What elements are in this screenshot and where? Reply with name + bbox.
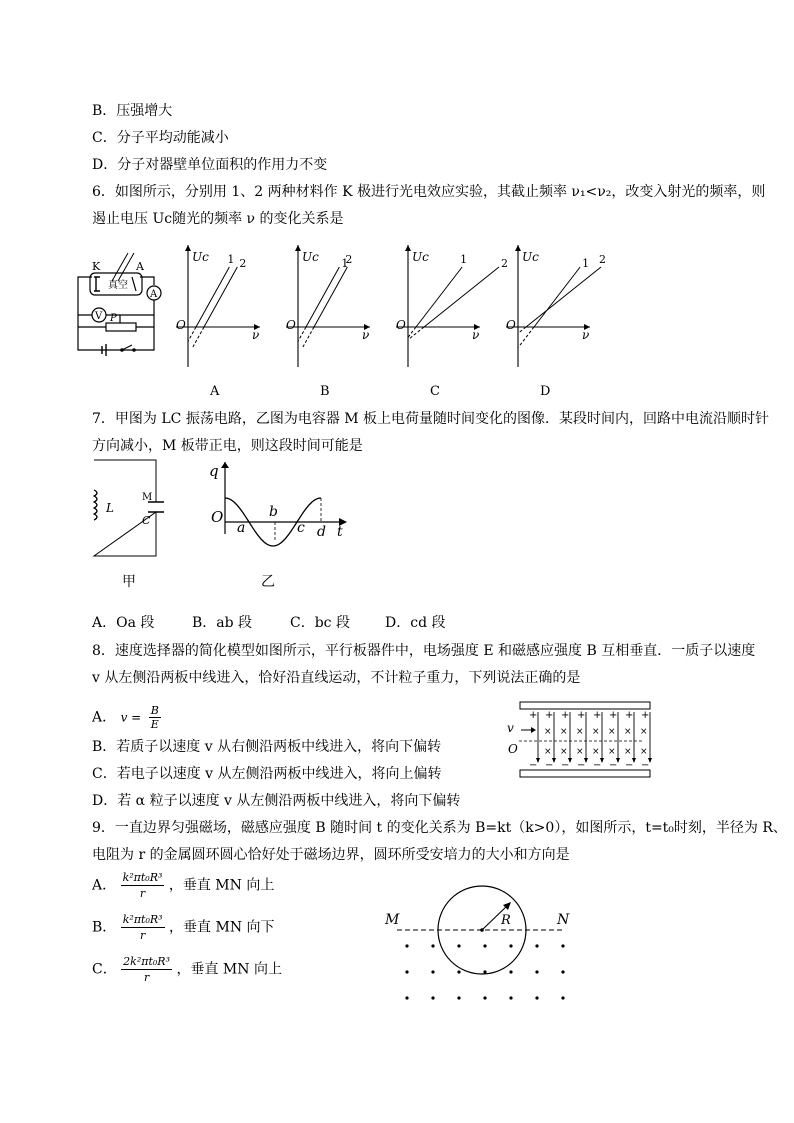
q9-option-c (92, 954, 282, 985)
minus-sign: − (577, 760, 586, 771)
plus-sign: + (561, 710, 570, 721)
field-dot (535, 944, 538, 947)
cross-mark: × (592, 747, 600, 757)
q6-line (526, 267, 601, 327)
q8-origin-o: O (508, 742, 518, 756)
cross-mark: × (576, 727, 584, 737)
q7-caption-yi: 乙 (261, 574, 275, 590)
q7-label-m: M (142, 492, 153, 503)
q9-option-b-fraction (121, 912, 165, 943)
q6-ammeter-label: A (150, 289, 158, 300)
q8-fraction-den: E (150, 718, 159, 731)
q6-graph-label: B (320, 384, 330, 399)
q7-label-l: L (106, 501, 114, 515)
field-dot (509, 970, 512, 973)
minus-sign: − (593, 760, 602, 771)
field-dot (457, 970, 460, 973)
q6-graph-d (506, 245, 606, 399)
q9-label-r: R (501, 913, 511, 928)
field-dot (561, 944, 564, 947)
q6-line (314, 267, 347, 327)
minus-sign: − (625, 760, 634, 771)
q7-point-a: a (237, 520, 246, 536)
q7-option-c: C．bc 段 (290, 615, 350, 631)
q6-graph-label: A (210, 384, 220, 399)
q7-stem-line1: 7．甲图为 LC 振荡电路，乙图为电容器 M 板上电荷量随时间变化的图像．某段时间内，回路中电流沿顺时针 (92, 411, 770, 427)
q6-line-label: 1 (582, 257, 590, 270)
q9-option-c-fraction (121, 954, 172, 985)
q6-line-label: 1 (341, 257, 349, 270)
q6-voltmeter-label: V (95, 311, 103, 322)
q8-option-c: C．若电子以速度 v 从左侧沿两板中线进入，将向上偏转 (92, 766, 442, 782)
plus-sign: + (529, 710, 538, 721)
q6-stem-line2: 遏止电压 Uc随光的频率 ν 的变化关系是 (92, 211, 344, 227)
field-dot (405, 996, 408, 999)
minus-sign: − (609, 760, 618, 771)
q8-velocity-selector (505, 700, 653, 782)
q9-option-a-prefix: A． (92, 877, 117, 894)
field-dot (509, 996, 512, 999)
q9-option-c-suffix: ，垂直 MN 向上 (176, 961, 282, 978)
cross-mark: × (624, 747, 632, 757)
q6-line-label: 2 (345, 253, 353, 266)
q6-line-label: 1 (227, 253, 235, 266)
q6-line-label: 2 (599, 253, 606, 266)
cross-mark: × (544, 727, 552, 737)
cross-mark: × (544, 747, 552, 757)
q6-line-label: 1 (460, 253, 468, 266)
q6-graph-c (396, 245, 508, 399)
field-dot (561, 970, 564, 973)
minus-sign: − (529, 760, 538, 771)
field-dot (405, 970, 408, 973)
q9-stem-line1: 9．一直边界匀强磁场，磁感应强度 B 随时间 t 的变化关系为 B=kt（k>0），如图所示，t=t₀时刻，半径为 R、 (92, 820, 787, 836)
q6-origin-o: O (176, 318, 186, 332)
q7-charge-time-graph (205, 462, 355, 592)
q9-b-num: k²πt₀R³ (122, 913, 163, 926)
q6-line (534, 267, 580, 327)
q8-fraction-num: B (150, 704, 159, 717)
q7-axis-t: t (337, 524, 343, 540)
q9-c-den: r (143, 971, 150, 984)
q7-point-d: d (317, 524, 326, 540)
q6-line-label: 2 (239, 257, 247, 270)
cross-mark: × (624, 727, 632, 737)
q8-option-b: B．若质子以速度 v 从右侧沿两板中线进入，将向下偏转 (92, 739, 442, 755)
q9-option-c-prefix: C． (92, 961, 117, 978)
q6-axis-uc: Uc (192, 250, 209, 264)
field-dot (405, 944, 408, 947)
q7-point-c: c (297, 520, 305, 536)
q9-stem-line2: 电阻为 r 的金属圆环圆心恰好处于磁场边界，圆环所受安培力的大小和方向是 (92, 847, 570, 863)
q7-caption-jia: 甲 (122, 574, 136, 590)
q7-axis-q: q (209, 462, 219, 480)
q6-axis-uc: Uc (412, 250, 429, 264)
q6-vacuum-label: 真空 (108, 280, 128, 291)
q6-axis-uc: Uc (522, 250, 539, 264)
plus-sign: + (625, 710, 634, 721)
q6-label-k: K (92, 260, 101, 273)
field-dot (483, 996, 486, 999)
q9-c-num: 2k²πt₀R³ (123, 955, 170, 968)
q6-origin-o: O (506, 318, 516, 332)
cross-mark: × (576, 747, 584, 757)
q8-stem-line1: 8．速度选择器的简化模型如图所示，平行板器件中，电场强度 E 和磁感应强度 B 互相垂直．一质子以速度 (92, 643, 756, 659)
q6-graph-b (286, 245, 370, 399)
q5-option-d: D．分子对器壁单位面积的作用力不变 (92, 157, 328, 173)
q8-option-a-prefix: A． (92, 709, 117, 726)
field-dot (457, 996, 460, 999)
q6-graph-label: C (430, 384, 440, 399)
q6-line (196, 267, 229, 327)
q7-point-b: b (269, 504, 278, 520)
field-dot (535, 996, 538, 999)
q6-line (204, 267, 237, 327)
plus-sign: + (641, 710, 650, 721)
q7-lc-circuit (90, 460, 180, 590)
q6-line (424, 267, 499, 327)
q6-axis-nu: ν (582, 328, 590, 342)
q6-axis-nu: ν (252, 328, 260, 342)
plus-sign: + (577, 710, 586, 721)
minus-sign: − (545, 760, 554, 771)
q9-label-m: M (385, 912, 400, 928)
cross-mark: × (640, 747, 648, 757)
field-dot (483, 944, 486, 947)
cross-mark: × (640, 727, 648, 737)
cross-mark: × (592, 727, 600, 737)
cross-mark: × (560, 727, 568, 737)
cross-mark: × (560, 747, 568, 757)
q7-option-d: D．cd 段 (385, 615, 446, 631)
q6-axis-nu: ν (472, 328, 480, 342)
cross-mark: × (608, 727, 616, 737)
field-dot (431, 996, 434, 999)
q9-option-a-suffix: ，垂直 MN 向上 (168, 877, 275, 894)
q9-option-b (92, 912, 275, 943)
q6-stem-line1: 6．如图所示，分别用 1、2 两种材料作 K 极进行光电效应实验，其截止频率 ν₁<ν₂，改变入射光的频率，则 (92, 184, 766, 200)
q8-stem-line2: v 从左侧沿两板中线进入，恰好沿直线运动，不计粒子重力，下列说法正确的是 (92, 670, 581, 686)
q9-option-b-suffix: ，垂直 MN 向下 (169, 919, 275, 936)
minus-sign: − (561, 760, 570, 771)
q6-graph-label: D (540, 384, 551, 399)
field-dot (483, 970, 486, 973)
q8-option-d: D．若 α 粒子以速度 v 从左侧沿两板中线进入，将向下偏转 (92, 793, 461, 809)
q8-velocity-v: v (507, 721, 514, 735)
q6-label-a: A (136, 260, 144, 273)
field-dot (535, 970, 538, 973)
minus-sign: − (641, 760, 650, 771)
q8-option-a-fraction (149, 704, 161, 731)
q6-line-label: 2 (501, 257, 508, 270)
q9-label-n: N (557, 912, 570, 928)
q6-origin-o: O (396, 318, 406, 332)
q9-option-b-prefix: B． (92, 919, 117, 936)
q7-stem-line2: 方向减小，M 板带正电，则这段时间可能是 (92, 438, 363, 454)
q6-graph-options (170, 245, 610, 400)
q5-option-b: B．压强增大 (92, 103, 173, 119)
q6-origin-o: O (286, 318, 296, 332)
q8-option-a (92, 704, 161, 731)
q6-axis-nu: ν (362, 328, 370, 342)
q7-label-c: C (142, 514, 151, 527)
q6-line (416, 267, 462, 327)
field-dot (509, 944, 512, 947)
q7-origin-o: O (211, 508, 224, 526)
q6-circuit-diagram (70, 255, 160, 355)
q8-option-a-lhs: v = (120, 710, 142, 725)
q9-a-den: r (139, 887, 146, 900)
plus-sign: + (593, 710, 602, 721)
field-dot (457, 944, 460, 947)
q5-option-c: C．分子平均动能减小 (92, 130, 229, 146)
cross-mark: × (608, 747, 616, 757)
q9-option-a (92, 870, 274, 901)
field-dot (431, 944, 434, 947)
field-dot (431, 970, 434, 973)
field-dot (561, 996, 564, 999)
q9-ring-figure (385, 878, 575, 1008)
q6-axis-uc: Uc (302, 250, 319, 264)
plus-sign: + (609, 710, 618, 721)
q7-option-b: B．ab 段 (192, 615, 253, 631)
q6-line (306, 267, 339, 327)
q9-b-den: r (140, 929, 146, 942)
q7-option-a: A．Oa 段 (92, 615, 155, 631)
q6-label-p: P (110, 313, 117, 324)
q6-graph-a (176, 245, 260, 399)
q9-a-num: k²πt₀R³ (122, 871, 163, 884)
plus-sign: + (545, 710, 554, 721)
q9-option-a-fraction (121, 870, 165, 901)
